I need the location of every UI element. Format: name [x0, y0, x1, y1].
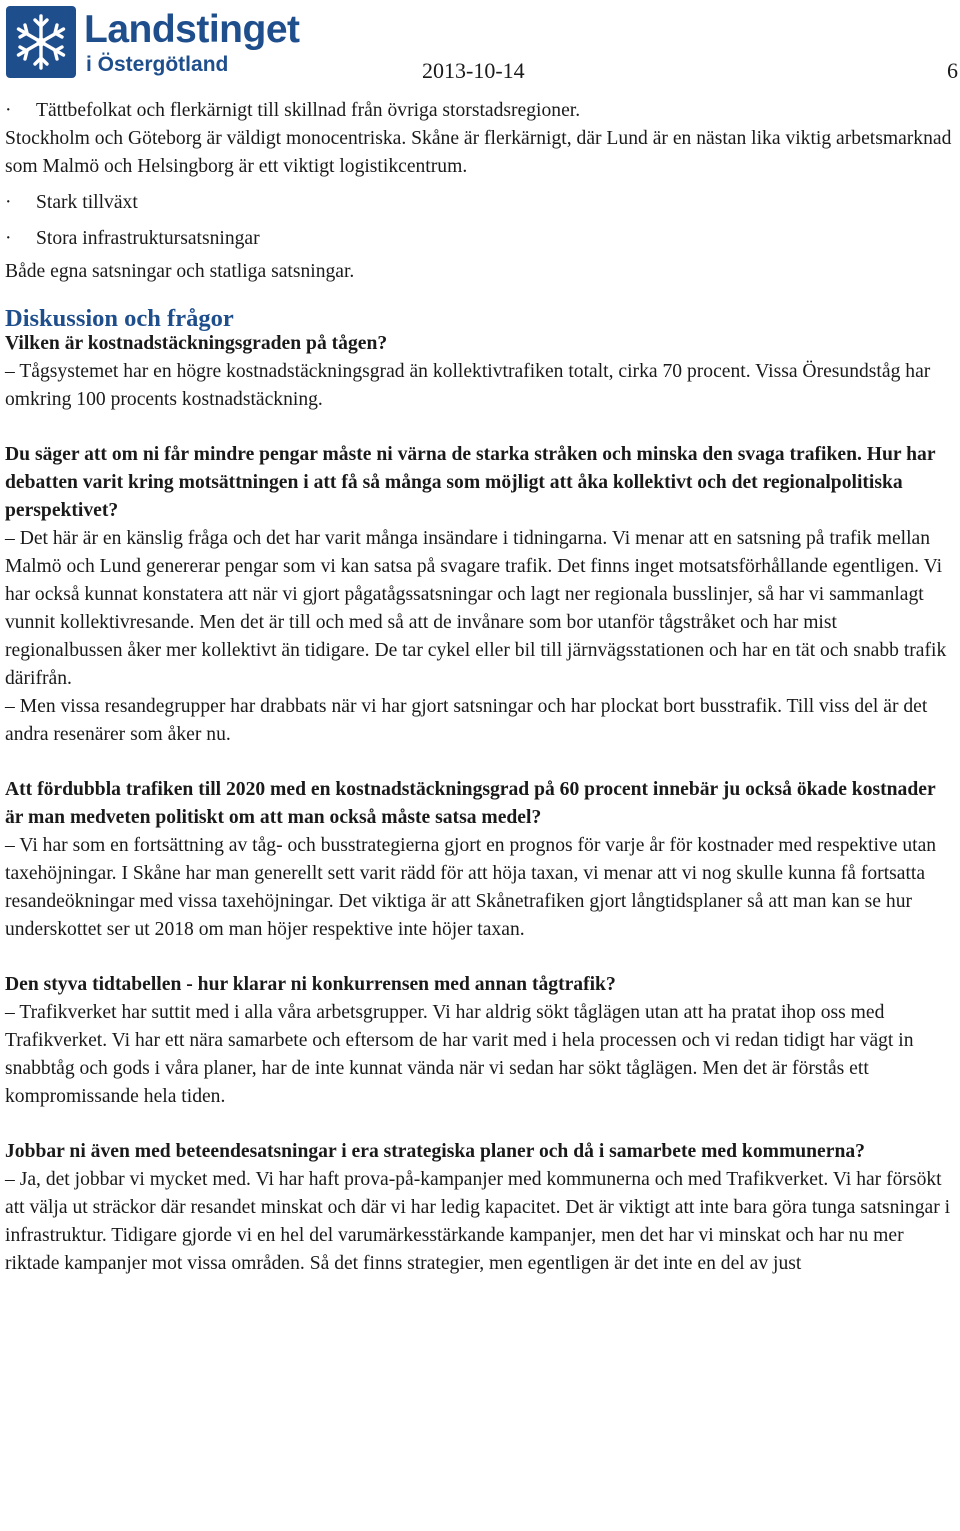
answer: – Ja, det jobbar vi mycket med. Vi har haft prova-på-kampanjer med kommunerna och med Trafikverket. Vi har försökt att välja ut sträckor där resandet minskat och där vi har ledig kapacitet. Det är viktigt att inte bara göra tunga satsningar i infrastruktur. Tidigare gjorde vi en hel del varumärkesstärkande kampanjer, men det har vi minskat och har nu mer riktade kampanjer mot vissa områden. Så det finns strategier, men egentligen är det inte en del av just: [5, 1169, 951, 1274]
paragraph: Stockholm och Göteborg är väldigt monocentriska. Skåne är flerkärnigt, där Lund är en nästan lika viktig arbetsmarknad som Malmö och Helsingborg är ett viktigt logistikcentrum.: [5, 128, 952, 177]
bullet-text: Stark tillväxt: [36, 192, 138, 213]
answer: – Trafikverket har suttit med i alla våra arbetsgrupper. Vi har aldrig sökt tåglägen utan att ha pratat ihop oss med Trafikverket. Vi har ett nära samarbete och eftersom de har varit med i hela processen och vi redan tidigt har vägt in snabbtåg och gods i våra planer, har de inte kunnat vända när vi sedan har sökt tåglägen. Men det är förstås ett kompromissande hela tiden.: [5, 1002, 914, 1107]
bullet-item: [5, 189, 957, 217]
logo-name: Landstinget: [84, 8, 300, 51]
answer: – Men vissa resandegrupper har drabbats när vi har gjort satsningar och har plockat bort busstrafik. Till viss del är det andra resenärer som åker nu.: [5, 696, 928, 745]
bullet-marker: ·: [5, 192, 12, 213]
answer: – Det här är en känslig fråga och det har varit många insändare i tidningarna. Vi menar att en satsning på trafik mellan Malmö och Lund genererar pengar som vi kan satsa på svagare trafik. Det finns inget motsatsförhållande egentligen. Vi har också kunnat konstatera att när vi gjort pågatågssatsningar och lagt ner regionala busslinjer, så har vi sammanlagt vunnit kollektivresande. Men det är till och med så att de invånare som bor utanför tågstråket och har mist regionalbussen åker mer kollektivt än tidigare. De tar cykel eller bil till järnvägsstationen och har en tät och snabb trafik därifrån.: [5, 528, 947, 689]
question: Jobbar ni även med beteendesatsningar i era strategiska planer och då i samarbete med kommunerna?: [5, 1141, 865, 1162]
question: Den styva tidtabellen - hur klarar ni konkurrensen med annan tågtrafik?: [5, 974, 616, 995]
bullet-marker: ·: [5, 228, 12, 249]
landstinget-logo: [6, 4, 326, 86]
bullet-text: Tättbefolkat och flerkärnigt till skillnad från övriga storstadsregioner.: [36, 100, 581, 121]
question: Du säger att om ni får mindre pengar måste ni värna de starka stråken och minska den svaga trafiken. Hur har debatten varit kring motsättningen i att få så många som möjligt att åka kollektivt och det regionalpolitiska perspektivet?: [5, 444, 936, 521]
logo-subtitle: i Östergötland: [86, 53, 229, 76]
page-number: 6: [947, 58, 958, 83]
document-body: [5, 96, 957, 1278]
answer: – Vi har som en fortsättning av tåg- och busstrategierna gjort en prognos för varje år för kostnader med respektive utan taxehöjningar. I Skåne har man generellt sett varit rädd för att höja taxan, vi menar att vi nog skulle kunna få fortsatta resandeökningar med vissa taxehöjningar. Det viktiga är att Skånetrafiken gjort långtidsplaner så att man kan se hur underskottet ser ut 2018 om man höjer respektive inte höjer taxan.: [5, 835, 937, 940]
bullet-marker: ·: [5, 100, 12, 121]
paragraph: Både egna satsningar och statliga satsningar.: [5, 261, 355, 282]
bullet-text: Stora infrastruktursatsningar: [36, 228, 260, 249]
document-date: 2013-10-14: [422, 58, 525, 83]
question: Vilken är kostnadstäckningsgraden på tågen?: [5, 333, 388, 354]
section-heading: Diskussion och frågor: [5, 305, 234, 332]
snowflake-emblem-icon: [6, 6, 76, 78]
answer: – Tågsystemet har en högre kostnadstäckningsgrad än kollektivtrafiken totalt, cirka 70 procent. Vissa Öresundståg har omkring 100 procents kostnadstäckning.: [5, 361, 931, 410]
question: Att fördubbla trafiken till 2020 med en kostnadstäckningsgrad på 60 procent innebär ju också ökade kostnader är man medveten politiskt om att man också måste satsa medel?: [5, 779, 936, 828]
bullet-item: [5, 225, 957, 253]
page-header: [0, 0, 960, 95]
bullet-item: [5, 97, 957, 125]
